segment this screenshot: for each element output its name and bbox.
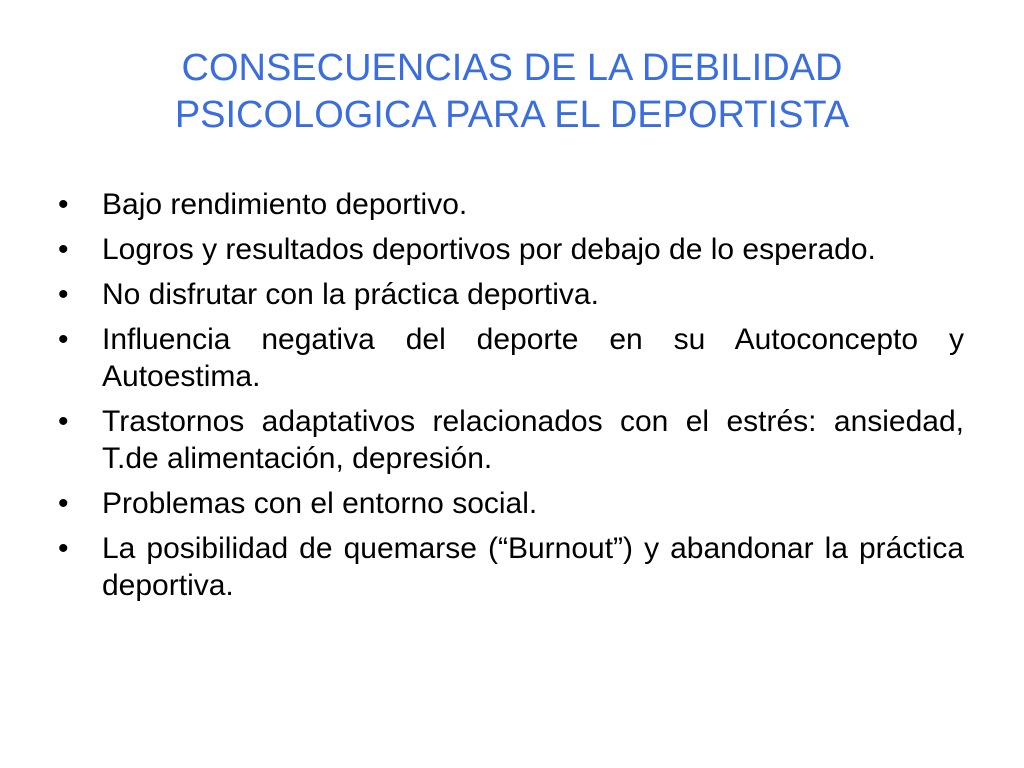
slide-title-line-2: PSICOLOGICA PARA EL DEPORTISTA	[174, 94, 850, 136]
bullet-text: La posibilidad de quemarse (“Burnout”) y abandonar la práctica deportiva.	[102, 532, 964, 602]
bullet-item-results-below-expected	[58, 231, 964, 268]
bullet-list	[58, 186, 964, 612]
bullet-text: Logros y resultados deportivos por debajo de lo esperado.	[102, 233, 876, 266]
bullet-point-icon: •	[58, 487, 69, 520]
bullet-text: Influencia negativa del deporte en su Autoconcepto y Autoestima.	[102, 323, 964, 393]
bullet-point-icon: •	[58, 532, 69, 565]
slide-title-line-1: CONSECUENCIAS DE LA DEBILIDAD	[181, 47, 843, 89]
bullet-point-icon: •	[58, 233, 69, 266]
bullet-item-burnout	[58, 530, 964, 604]
bullet-point-icon: •	[58, 188, 69, 221]
bullet-item-stress-disorders	[58, 403, 964, 477]
bullet-item-self-concept	[58, 321, 964, 395]
bullet-point-icon: •	[58, 278, 69, 311]
bullet-text: Bajo rendimiento deportivo.	[102, 188, 468, 221]
slide-title	[60, 45, 964, 139]
bullet-point-icon: •	[58, 405, 69, 438]
bullet-text: Trastornos adaptativos relacionados con el estrés: ansiedad, T.de alimentación, depresión.	[102, 405, 964, 475]
bullet-item-low-performance	[58, 186, 964, 223]
bullet-point-icon: •	[58, 323, 69, 356]
bullet-text: Problemas con el entorno social.	[102, 487, 538, 520]
bullet-text: No disfrutar con la práctica deportiva.	[102, 278, 599, 311]
bullet-item-social-problems	[58, 485, 964, 522]
bullet-item-no-enjoyment	[58, 276, 964, 313]
